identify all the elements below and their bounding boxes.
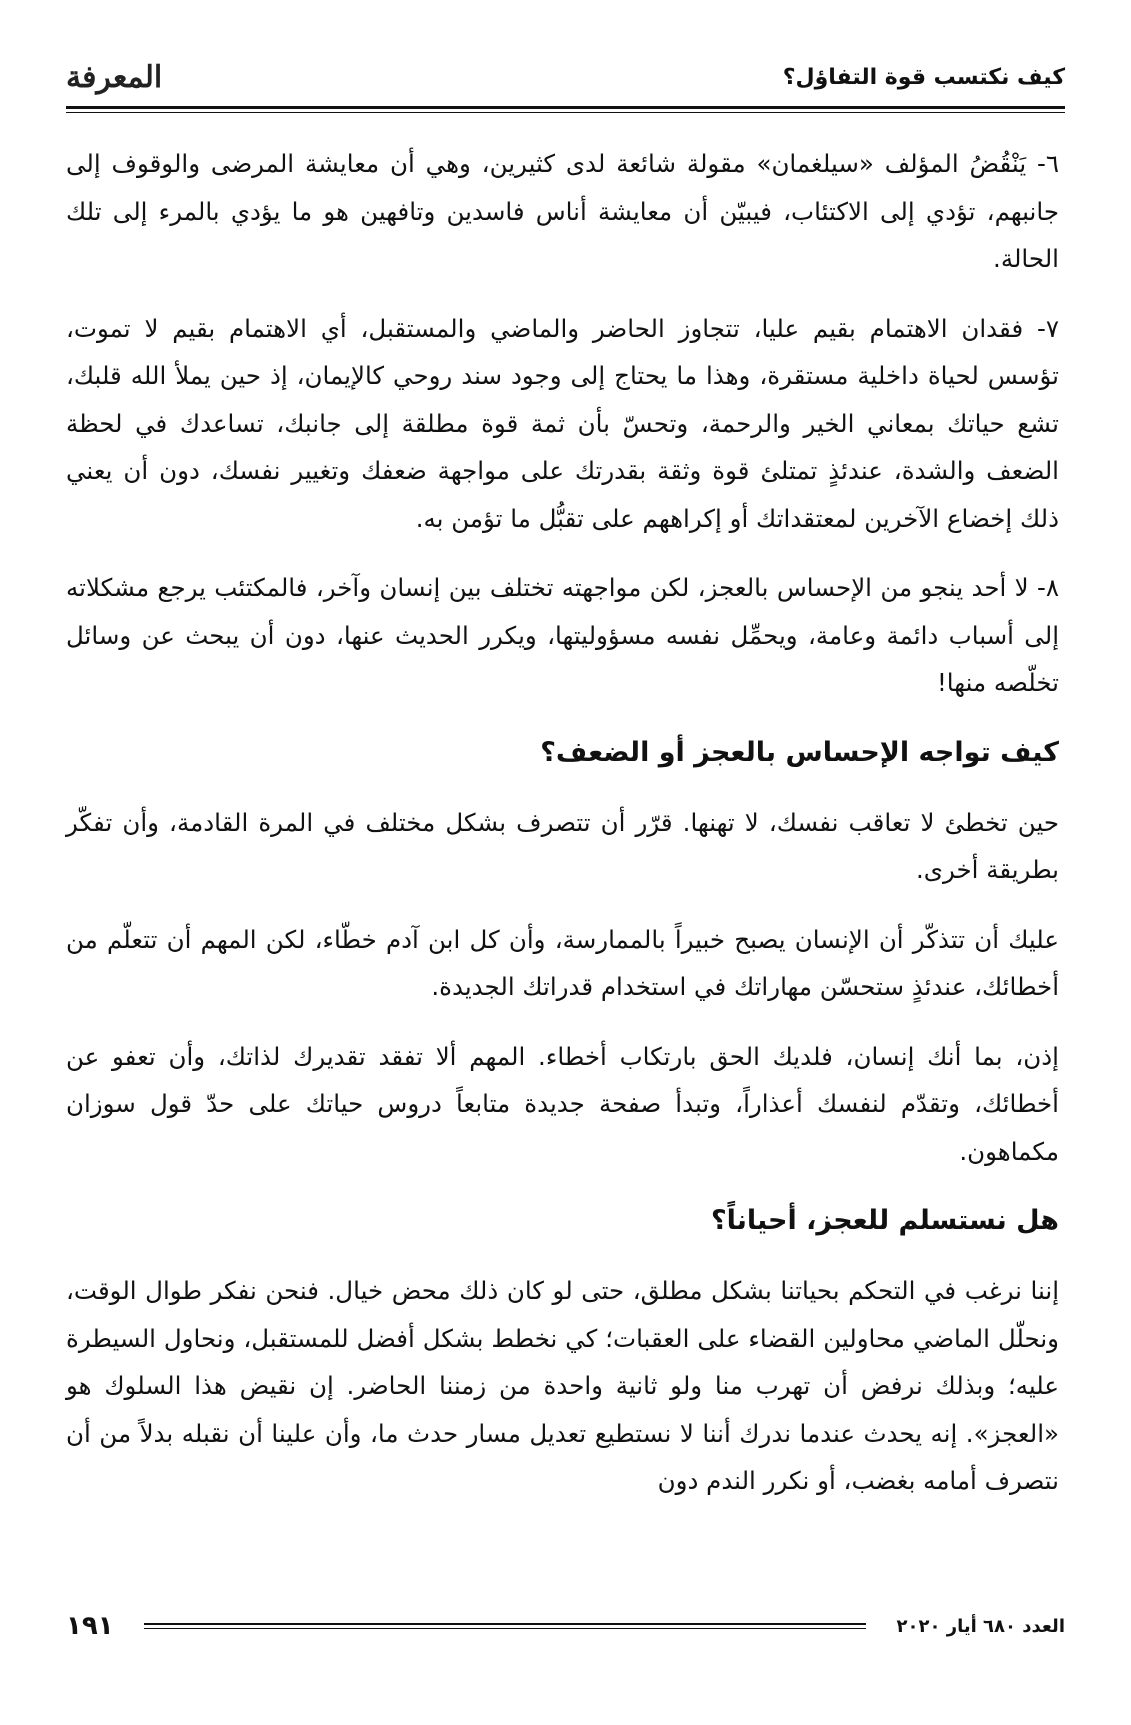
header-rule-thin	[66, 112, 1065, 113]
article-body	[66, 140, 1059, 1527]
paragraph-practice: عليك أن تتذكّر أن الإنسان يصبح خبيراً بالممارسة، وأن كل ابن آدم خطّاء، لكن المهم أن تتعلّم من أخطائك، عندئذٍ ستحسّن مهاراتك في استخدام قدراتك الجديدة.	[66, 924, 1059, 1001]
section-heading-surrender: هل نستسلم للعجز، أحياناً؟	[710, 1205, 1059, 1236]
issue-info: العدد ٦٨٠ أيار ٢٠٢٠	[896, 1615, 1065, 1637]
paragraph-forgive: إذن، بما أنك إنسان، فلديك الحق بارتكاب أخطاء. المهم ألا تفقد تقديرك لذاتك، وأن تعفو عن أخطائك، وتقدّم لنفسك أعذاراً، وتبدأ صفحة جديدة متابعاً دروس حياتك على حدّ قول سوزان مكماهون.	[66, 1041, 1059, 1166]
running-title: كيف نكتسب قوة التفاؤل؟	[782, 64, 1065, 90]
footer-rule	[144, 1621, 867, 1631]
header-rule-thick	[66, 106, 1065, 109]
page-number: ١٩١	[66, 1611, 114, 1641]
paragraph-control: إننا نرغب في التحكم بحياتنا بشكل مطلق، حتى لو كان ذلك محض خيال. فنحن نفكر طوال الوقت، ونحلّل الماضي محاولين القضاء على العقبات؛ كي نخطط بشكل أفضل للمستقبل، ونحاول السيطرة عليه؛ وبذلك نرفض أن تهرب منا ولو ثانية واحدة من زمننا الحاضر. إن نقيض هذا السلوك هو «العجز». إنه يحدث عندما ندرك أننا لا نستطيع تعديل مسار حدث ما، وأن علينا أن نقبله بدلاً من أن نتصرف أمامه بغضب، أو نكرر الندم دون	[66, 1276, 1059, 1495]
magazine-logo: المعرفة	[66, 59, 163, 95]
paragraph-7: ٧- فقدان الاهتمام بقيم عليا، تتجاوز الحاضر والماضي والمستقبل، أي الاهتمام بقيم لا تموت، تؤسس لحياة داخلية مستقرة، وهذا ما يحتاج إلى وجود سند روحي كالإيمان، إذ حين يملأ الله قلبك، تشع حياتك بمعاني الخير والرحمة، وتحسّ بأن ثمة قوة مطلقة إلى جانبك، تساعدك في لحظة الضعف والشدة، عندئذٍ تمتلئ قوة وثقة بقدرتك على مواجهة ضعفك وتغيير نفسك، دون أن يعني ذلك إخضاع الآخرين لمعتقداتك أو إكراههم على تقبُّل ما تؤمن به.	[66, 313, 1059, 533]
section-heading-weakness: كيف تواجه الإحساس بالعجز أو الضعف؟	[540, 736, 1059, 768]
paragraph-8: ٨- لا أحد ينجو من الإحساس بالعجز، لكن مواجهته تختلف بين إنسان وآخر، فالمكتئب يرجع مشكلاته إلى أسباب دائمة وعامة، ويحمِّل نفسه مسؤوليتها، ويكرر الحديث عنها، دون أن يبحث عن وسائل تخلّصه منها!	[66, 573, 1059, 697]
page-footer	[66, 1608, 1065, 1644]
page-header	[66, 52, 1065, 102]
paragraph-6: ٦- يَنْقُضُ المؤلف «سيلغمان» مقولة شائعة لدى كثيرين، وهي أن معايشة المرضى والوقوف إلى جانبهم، تؤدي إلى الاكتئاب، فيبيّن أن معايشة أناس فاسدين وتافهين هو ما يؤدي بالمرء إلى تلك الحالة.	[66, 149, 1059, 273]
paragraph-mistakes: حين تخطئ لا تعاقب نفسك، لا تهنها. قرّر أن تتصرف بشكل مختلف في المرة القادمة، وأن تفكّر بطريقة أخرى.	[66, 807, 1059, 884]
